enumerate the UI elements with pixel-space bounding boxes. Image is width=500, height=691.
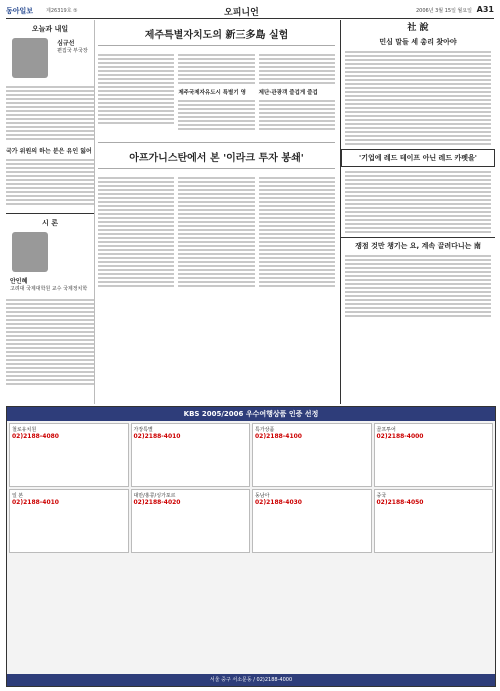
- columnist-role-2: 고려대 국제대학원 교수 국제정치학: [10, 286, 88, 292]
- travel-ad-section: [6, 406, 496, 687]
- center-column: [98, 20, 335, 404]
- ad-cell[interactable]: 대만/홍콩/싱가포르 02)2188-4020: [131, 489, 251, 553]
- section-divider: [6, 213, 94, 214]
- columnist-name: 심규선: [57, 40, 75, 47]
- ad-cell[interactable]: 가장특별 02)2188-4010: [131, 423, 251, 487]
- article-columns-2: [98, 173, 335, 289]
- editorial-title-2: '기업에 레드 테이프 아닌 레드 카펫을': [341, 149, 495, 167]
- article-subhead-2: 제단·관광객 즐겁게 즐겁: [258, 90, 318, 96]
- ad-header: KBS 2005/2006 우수여행상품 인증 선정: [7, 407, 495, 421]
- column-body-3: [6, 299, 94, 385]
- ad-grid: [7, 421, 495, 555]
- editorial-label: 社 說: [407, 23, 429, 33]
- columnist-portrait-2: [12, 232, 48, 272]
- column-kicker: 오늘과 내일: [31, 25, 69, 33]
- columnist-byline-2: [10, 276, 87, 292]
- article-columns: [98, 50, 335, 132]
- columnist-name-2: 안인혜: [10, 278, 28, 285]
- issue-date: 2006년 3월 15일 월요일: [415, 8, 472, 14]
- ad-cell[interactable]: 중국 02)2188-4050: [374, 489, 494, 553]
- editorial-title-1: 민심 말들 세 총리 찾아야: [379, 38, 457, 46]
- columnist-byline: [57, 38, 88, 54]
- newspaper-logo: 동아일보: [6, 7, 34, 15]
- ad-footer: 서울 중구 서소문동 / 02)2188-4000: [7, 674, 495, 686]
- columnist-role: 편집국 부국장: [57, 48, 88, 54]
- issue-number: 제26319호 ⑤: [46, 8, 78, 14]
- masthead: [6, 4, 494, 19]
- ad-cell[interactable]: 일 본 02)2188-4010: [9, 489, 129, 553]
- main-headline: 제주특별자치도의 新三多島 실험: [98, 20, 335, 46]
- columnist-portrait: [12, 38, 48, 78]
- editorial-column: [340, 20, 495, 404]
- ad-cell[interactable]: 동남아 02)2188-4030: [252, 489, 372, 553]
- column-subhead: 국가 위원의 하는 분은 유인 잃어: [6, 148, 92, 155]
- column-body-2: [6, 159, 94, 205]
- second-headline: 아프가니스탄에서 본 '이라크 투자 봉쇄': [98, 142, 335, 169]
- column-kicker-2: 시 론: [42, 219, 58, 227]
- editorial-title-3: 쟁점 것만 챙기는 요, 계속 끌려다니는 南: [341, 237, 495, 251]
- ad-cell[interactable]: 특가상품 02)2188-4100: [252, 423, 372, 487]
- ad-cell[interactable]: 철로유치원 02)2188-4080: [9, 423, 129, 487]
- ad-cell[interactable]: 골프투어 02)2188-4000: [374, 423, 494, 487]
- section-title: 오피니언: [224, 8, 259, 18]
- article-subhead: 제주국제자유도시 특별기 영: [178, 90, 246, 96]
- page-number: A31: [476, 5, 494, 14]
- left-column: [6, 20, 95, 404]
- column-body: [6, 86, 94, 140]
